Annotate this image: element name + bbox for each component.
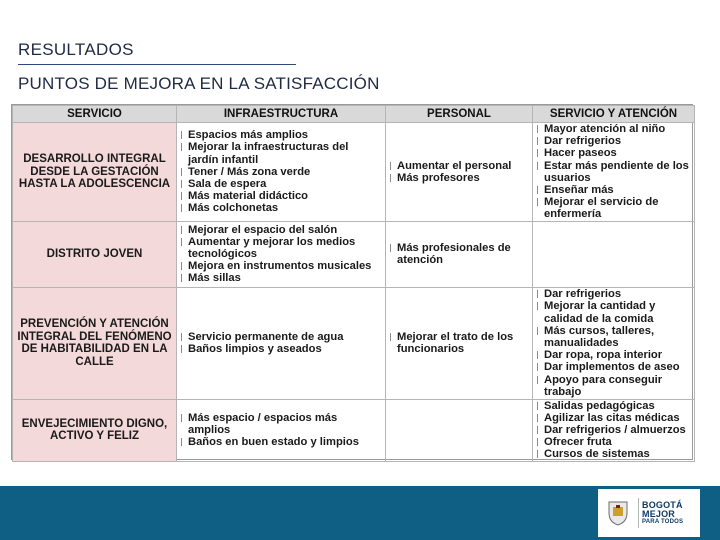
list-item: Hacer paseos [537, 147, 690, 159]
list-item: Baños limpios y aseados [181, 343, 381, 355]
list-item: Aumentar y mejorar los medios tecnológicos [181, 236, 381, 260]
list-item: Salidas pedagógicas [537, 400, 690, 412]
list-item: Más colchonetas [181, 202, 381, 214]
list-item: Sala de espera [181, 178, 381, 190]
list-item: Más espacio / espacios más amplios [181, 412, 381, 436]
list-item: Mejorar la infraestructuras del jardín infantil [181, 141, 381, 165]
atencion-cell [533, 287, 695, 399]
personal-cell [386, 123, 533, 222]
table-row [13, 123, 695, 222]
results-table [12, 105, 695, 462]
list-item: Espacios más amplios [181, 129, 381, 141]
infraestructura-list [181, 412, 381, 449]
column-header-personal: PERSONAL [386, 106, 533, 123]
service-name-cell: DISTRITO JOVEN [13, 221, 177, 287]
atencion-cell [533, 221, 695, 287]
infraestructura-list [181, 331, 381, 355]
list-item: Más profesionales de atención [390, 242, 528, 266]
personal-list [390, 242, 528, 266]
list-item: Mayor atención al niño [537, 123, 690, 135]
list-item: Mejora en instrumentos musicales [181, 260, 381, 272]
service-name-cell: ENVEJECIMIENTO DIGNO, ACTIVO Y FELIZ [13, 399, 177, 461]
list-item: Dar implementos de aseo [537, 361, 690, 373]
infraestructura-cell [177, 399, 386, 461]
list-item: Mejorar el espacio del salón [181, 224, 381, 236]
seal-icon [601, 498, 635, 528]
list-item: Mejorar el servicio de enfermería [537, 196, 690, 220]
personal-cell [386, 221, 533, 287]
list-item: Dar refrigerios [537, 288, 690, 300]
list-item: Apoyo para conseguir trabajo [537, 374, 690, 398]
title-divider [18, 64, 296, 65]
column-header-infraestructura: INFRAESTRUCTURA [177, 106, 386, 123]
infraestructura-list [181, 224, 381, 285]
list-item: Aumentar el personal [390, 160, 528, 172]
list-item: Dar ropa, ropa interior [537, 349, 690, 361]
list-item: Dar refrigerios / almuerzos [537, 424, 690, 436]
atencion-list [537, 123, 690, 221]
atencion-cell [533, 399, 695, 461]
logo-divider [638, 498, 639, 528]
infraestructura-cell [177, 287, 386, 399]
results-table-container [11, 104, 693, 460]
list-item: Estar más pendiente de los usuarios [537, 160, 690, 184]
personal-cell [386, 399, 533, 461]
page-subtitle: PUNTOS DE MEJORA EN LA SATISFACCIÓN [18, 74, 380, 93]
atencion-cell [533, 123, 695, 222]
list-item: Más material didáctico [181, 190, 381, 202]
table-row [13, 221, 695, 287]
table-row [13, 399, 695, 461]
atencion-list [537, 400, 690, 461]
list-item: Dar refrigerios [537, 135, 690, 147]
column-header-servicio: SERVICIO [13, 106, 177, 123]
table-row [13, 287, 695, 399]
list-item: Más profesores [390, 172, 528, 184]
service-name-cell: PREVENCIÓN Y ATENCIÓN INTEGRAL DEL FENÓMENO DE HABITABILIDAD EN LA CALLE [13, 287, 177, 399]
infraestructura-cell [177, 123, 386, 222]
list-item: Baños en buen estado y limpios [181, 436, 381, 448]
footer-bar [0, 486, 720, 540]
list-item: Cursos de sistemas [537, 448, 690, 460]
atencion-list [537, 288, 690, 398]
list-item: Tener / Más zona verde [181, 166, 381, 178]
bogota-mejor-para-todos-logo: BOGOTÁ MEJOR PARA TODOS [642, 499, 684, 525]
list-item: Enseñar más [537, 184, 690, 196]
page-title: RESULTADOS [18, 40, 134, 59]
personal-list [390, 331, 528, 355]
footer-logos [598, 489, 700, 537]
personal-cell [386, 287, 533, 399]
personal-list [390, 160, 528, 184]
service-name-cell: DESARROLLO INTEGRAL DESDE LA GESTACIÓN HASTA LA ADOLESCENCIA [13, 123, 177, 222]
table-header-row [13, 106, 695, 123]
list-item: Servicio permanente de agua [181, 331, 381, 343]
list-item: Más sillas [181, 272, 381, 284]
infraestructura-list [181, 129, 381, 214]
list-item: Ofrecer fruta [537, 436, 690, 448]
list-item: Más cursos, talleres, manualidades [537, 325, 690, 349]
column-header-servicio-atencion: SERVICIO Y ATENCIÓN [533, 106, 695, 123]
list-item: Mejorar el trato de los funcionarios [390, 331, 528, 355]
infraestructura-cell [177, 221, 386, 287]
list-item: Agilizar las citas médicas [537, 412, 690, 424]
list-item: Mejorar la cantidad y calidad de la comida [537, 300, 690, 324]
